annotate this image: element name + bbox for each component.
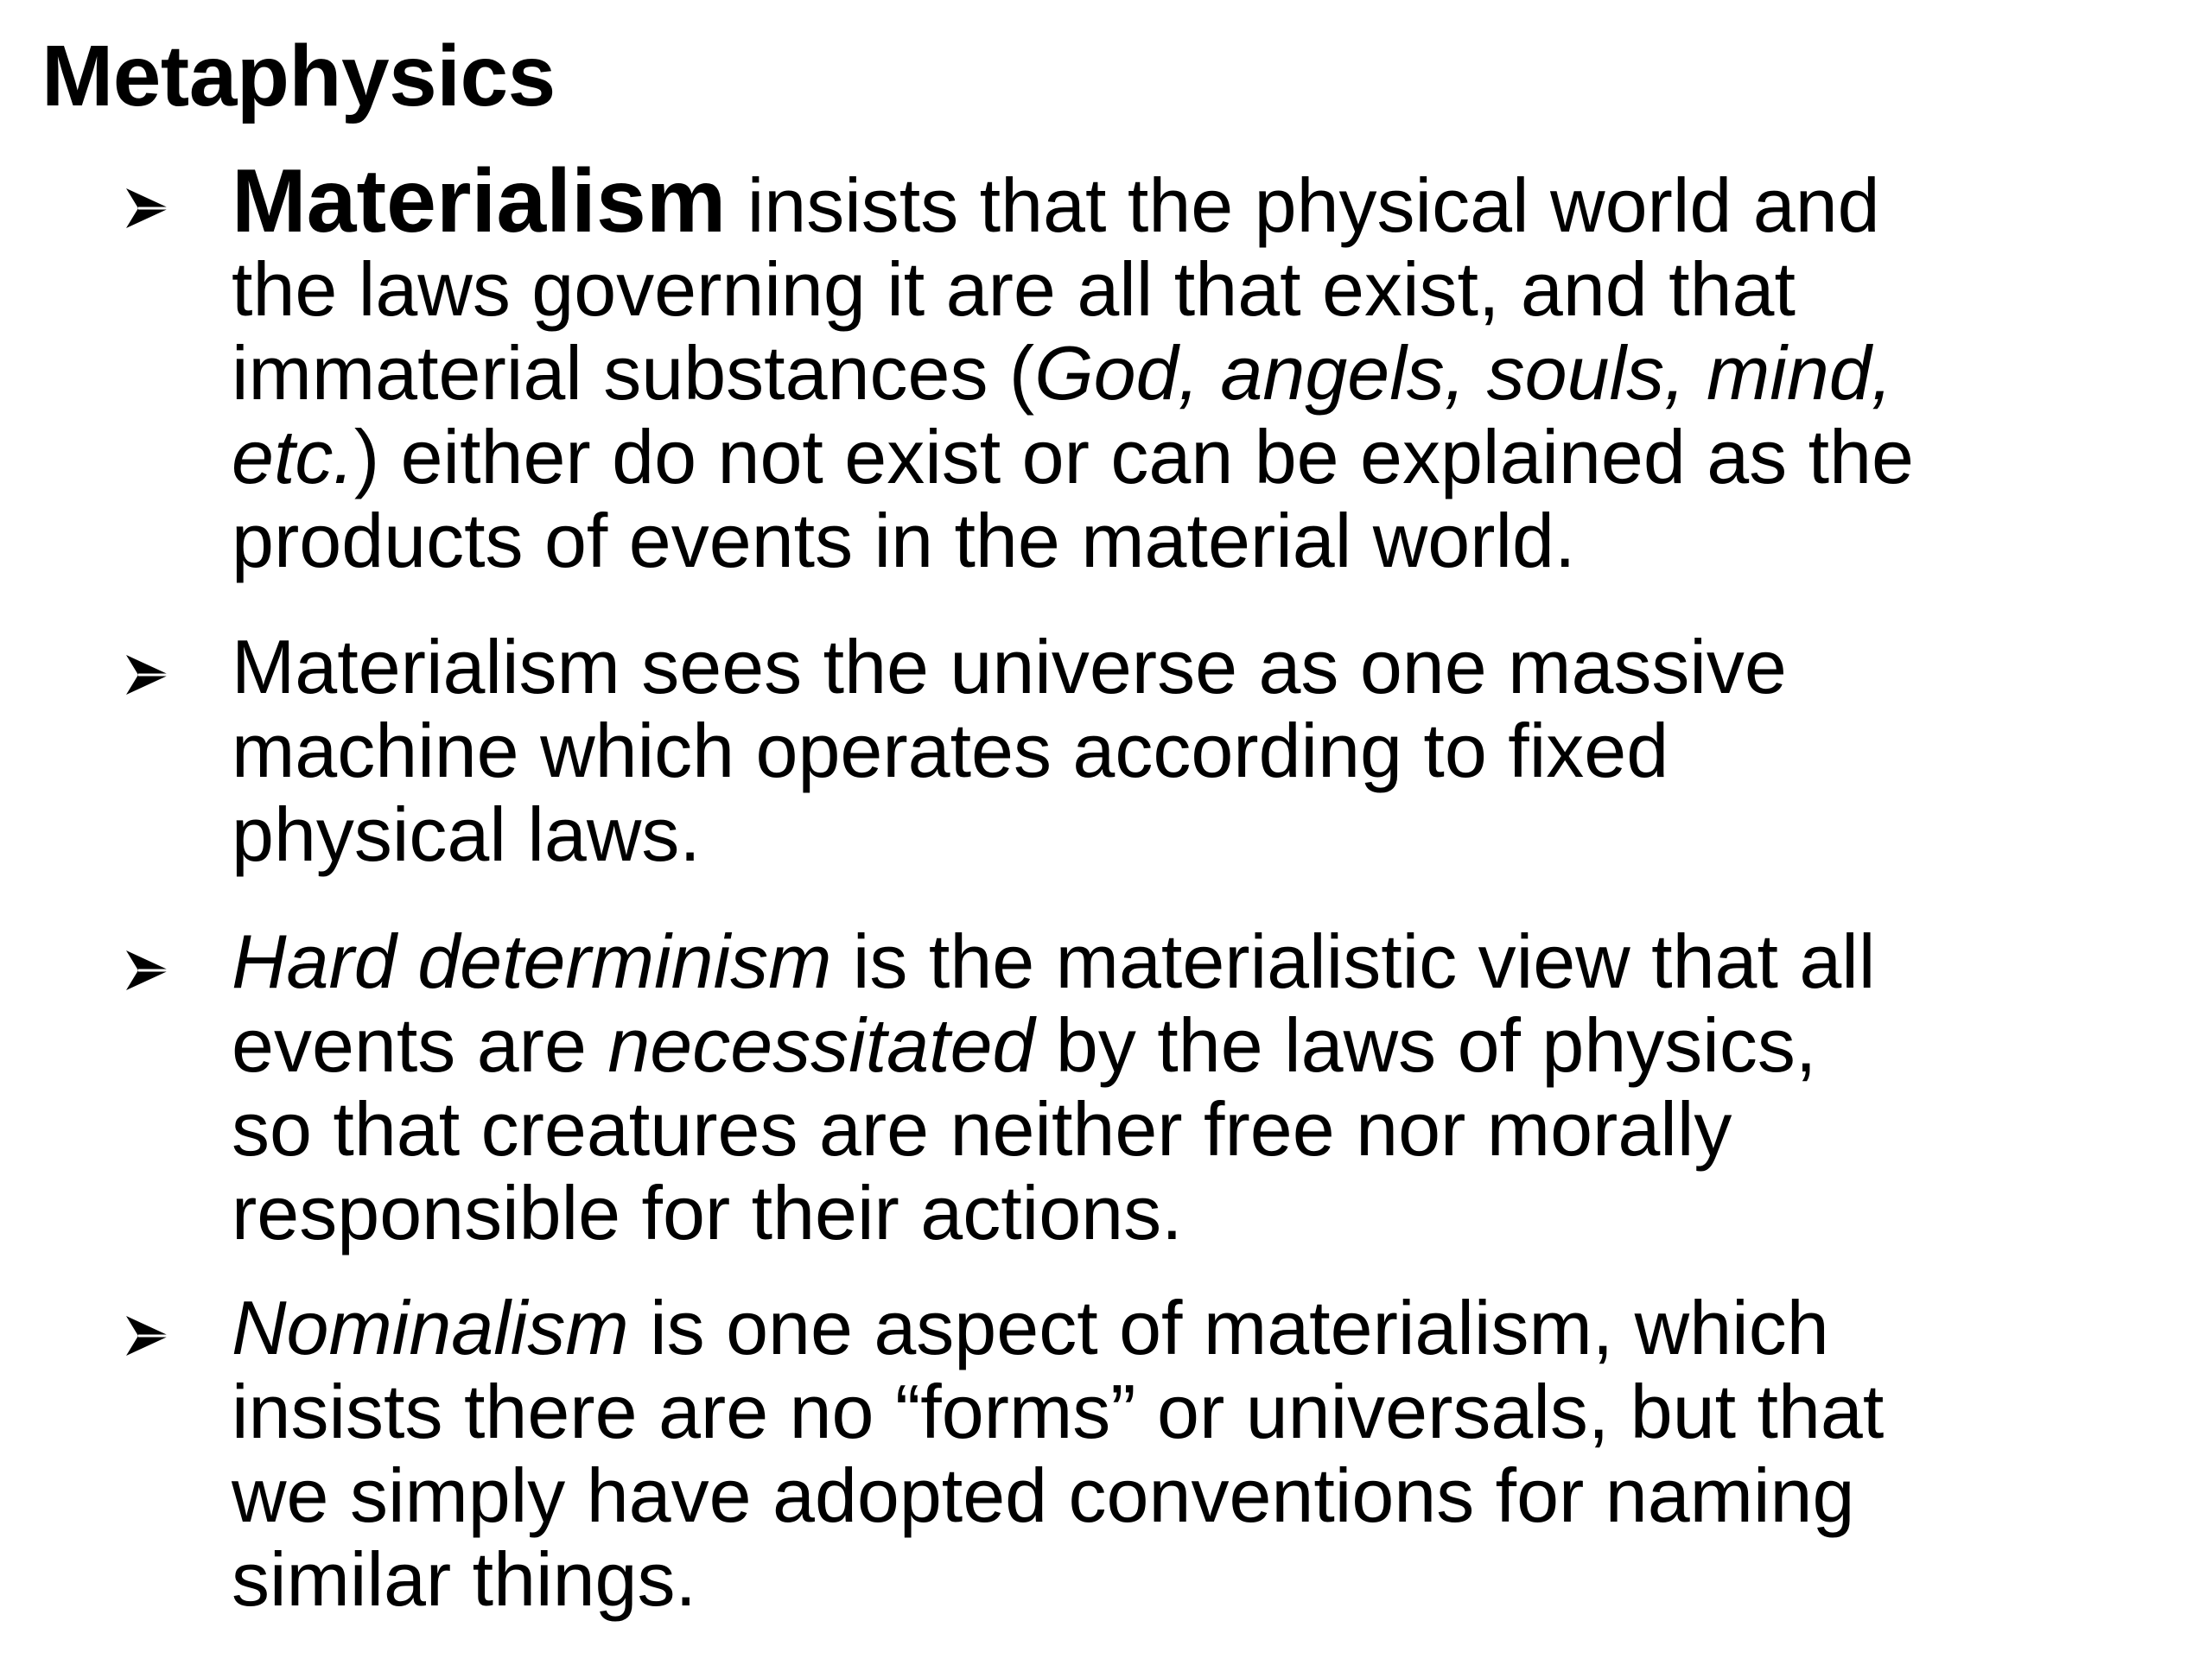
arrowhead-bullet-icon xyxy=(123,945,173,995)
text-run: similar things. xyxy=(232,1536,696,1622)
text-run: ) either do not exist or can be explained as the xyxy=(353,414,1914,499)
bullet-text xyxy=(232,919,2193,1255)
italic-run: necessitated xyxy=(607,1002,1035,1088)
arrowhead-bullet-icon xyxy=(123,183,173,233)
term-hard-determinism: Hard determinism xyxy=(232,918,832,1004)
italic-run: etc. xyxy=(232,414,354,499)
bullet-line xyxy=(232,792,2193,876)
text-run: is the materialistic view that all xyxy=(831,918,1876,1004)
text-run: insists that the physical world and xyxy=(726,162,1880,248)
bullet-line xyxy=(232,1537,2193,1621)
text-run: events are xyxy=(232,1002,608,1088)
text-run: physical laws. xyxy=(232,791,701,877)
bullet-line xyxy=(232,1370,2193,1453)
bullet-line xyxy=(232,1087,2193,1171)
bullet-text xyxy=(232,151,2193,583)
text-run: products of events in the material world. xyxy=(232,498,1576,583)
text-run: insists there are no “forms” or universals, but that xyxy=(232,1369,1885,1454)
term-nominalism: Nominalism xyxy=(232,1285,629,1370)
slide-title: Metaphysics xyxy=(41,28,556,124)
bullet-line xyxy=(232,709,2193,792)
bullet-line xyxy=(232,151,2193,251)
bullet-line xyxy=(232,1003,2193,1087)
arrowhead-bullet-icon xyxy=(123,1311,173,1361)
bullet-line xyxy=(232,625,2193,709)
text-run: the laws governing it are all that exist, and that xyxy=(232,246,1796,332)
bullet-line xyxy=(232,331,2193,415)
bullet-line xyxy=(232,247,2193,331)
bullet-line xyxy=(232,415,2193,499)
bullet-line xyxy=(232,1171,2193,1255)
bullet-line xyxy=(232,1286,2193,1370)
bullet-line xyxy=(232,1453,2193,1537)
term-materialism: Materialism xyxy=(232,151,727,251)
bullet-text xyxy=(232,625,2193,876)
bullet-line xyxy=(232,919,2193,1003)
text-run: we simply have adopted conventions for naming xyxy=(232,1452,1855,1538)
bullet-line xyxy=(232,499,2193,582)
italic-run: God, angels, souls, mind, xyxy=(1034,330,1893,416)
text-run: by the laws of physics, xyxy=(1034,1002,1817,1088)
text-run: is one aspect of materialism, which xyxy=(628,1285,1829,1370)
text-run: machine which operates according to fixed xyxy=(232,708,1669,793)
text-run: responsible for their actions. xyxy=(232,1170,1183,1255)
text-run: so that creatures are neither free nor morally xyxy=(232,1086,1732,1172)
text-run: immaterial substances ( xyxy=(232,330,1035,416)
bullet-text xyxy=(232,1286,2193,1621)
arrowhead-bullet-icon xyxy=(123,650,173,700)
text-run: Materialism sees the universe as one massive xyxy=(232,624,1787,709)
